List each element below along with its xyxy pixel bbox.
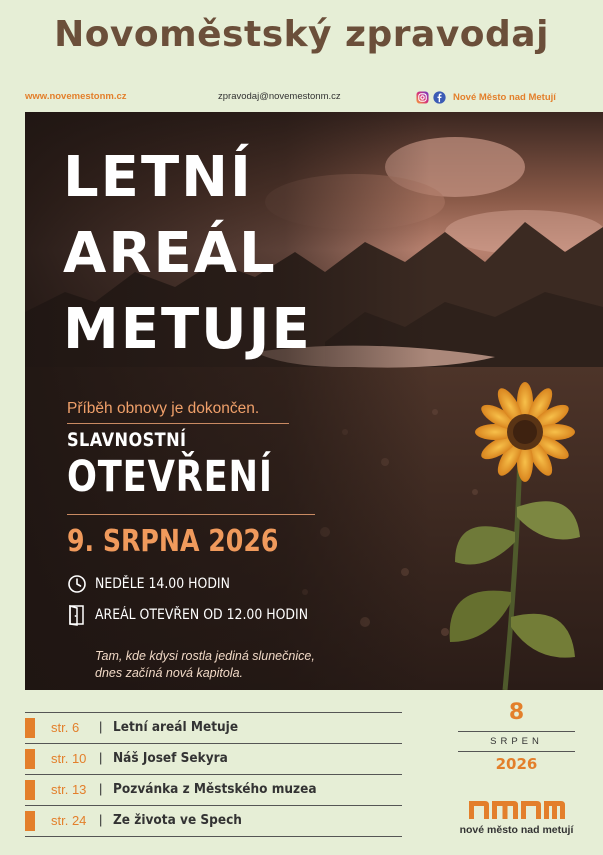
- nmnm-logo-mark: [467, 797, 567, 819]
- event-time-row: [67, 574, 252, 594]
- instagram-icon[interactable]: [416, 91, 429, 104]
- cover-hero-image: [25, 112, 603, 690]
- toc-separator: |: [99, 812, 103, 827]
- area-open-time: AREÁL OTEVŘEN OD 12.00 HODIN: [95, 607, 309, 623]
- clock-icon: [67, 574, 87, 594]
- toc-label: Pozvánka z Městského muzea: [113, 781, 317, 797]
- toc-page: str. 6: [51, 720, 80, 735]
- contact-row: [25, 88, 581, 106]
- toc-separator: |: [99, 719, 103, 734]
- divider: [67, 423, 289, 424]
- toc-marker: [25, 811, 35, 831]
- toc-item[interactable]: [25, 806, 402, 837]
- quote-line: Tam, kde kdysi rostla jediná slunečnice,: [95, 649, 315, 663]
- toc-item[interactable]: [25, 775, 402, 806]
- town-logo: [454, 797, 579, 836]
- divider: [67, 514, 315, 515]
- toc-page: str. 13: [51, 782, 87, 797]
- area-open-row: [67, 604, 343, 626]
- toc-label: Náš Josef Sekyra: [113, 750, 228, 766]
- hero-title-line-1: LETNÍ: [63, 145, 253, 210]
- toc-page: str. 24: [51, 813, 87, 828]
- divider: [458, 751, 575, 752]
- event-date: 9. SRPNA 2026: [67, 524, 279, 559]
- hero-quote: [95, 648, 315, 682]
- toc-label: Ze života ve Spech: [113, 812, 242, 828]
- event-time: NEDĚLE 14.00 HODIN: [95, 576, 230, 592]
- masthead-title: Novoměstský zpravodaj: [54, 14, 549, 55]
- door-icon: [67, 604, 87, 626]
- issue-month: SRPEN: [490, 736, 543, 747]
- toc-marker: [25, 780, 35, 800]
- hero-subtitle: Příběh obnovy je dokončen.: [67, 400, 260, 417]
- toc-marker: [25, 749, 35, 769]
- issue-info: [458, 700, 575, 773]
- logo-tagline: nové město nad metují: [459, 824, 574, 836]
- event-title: OTEVŘENÍ: [67, 452, 273, 502]
- toc-marker: [25, 718, 35, 738]
- event-pretitle: SLAVNOSTNÍ: [67, 429, 187, 451]
- hero-title-line-2: AREÁL: [63, 221, 277, 286]
- toc-separator: |: [99, 781, 103, 796]
- issue-year: 2026: [495, 755, 538, 773]
- divider: [458, 731, 575, 732]
- toc-item[interactable]: [25, 744, 402, 775]
- toc-separator: |: [99, 750, 103, 765]
- social-account-name[interactable]: Nové Město nad Metují: [453, 91, 556, 103]
- table-of-contents: [25, 712, 402, 837]
- social-links: [416, 88, 556, 106]
- hero-title-line-3: METUJE: [63, 297, 312, 362]
- quote-line: dnes začíná nová kapitola.: [95, 666, 244, 680]
- toc-item[interactable]: [25, 712, 402, 744]
- toc-page: str. 10: [51, 751, 87, 766]
- facebook-icon[interactable]: [433, 91, 446, 104]
- toc-label: Letní areál Metuje: [113, 719, 239, 735]
- email-link[interactable]: zpravodaj@novemestonm.cz: [218, 91, 341, 102]
- website-link[interactable]: www.novemestonm.cz: [25, 91, 127, 102]
- issue-number: 8: [508, 700, 525, 725]
